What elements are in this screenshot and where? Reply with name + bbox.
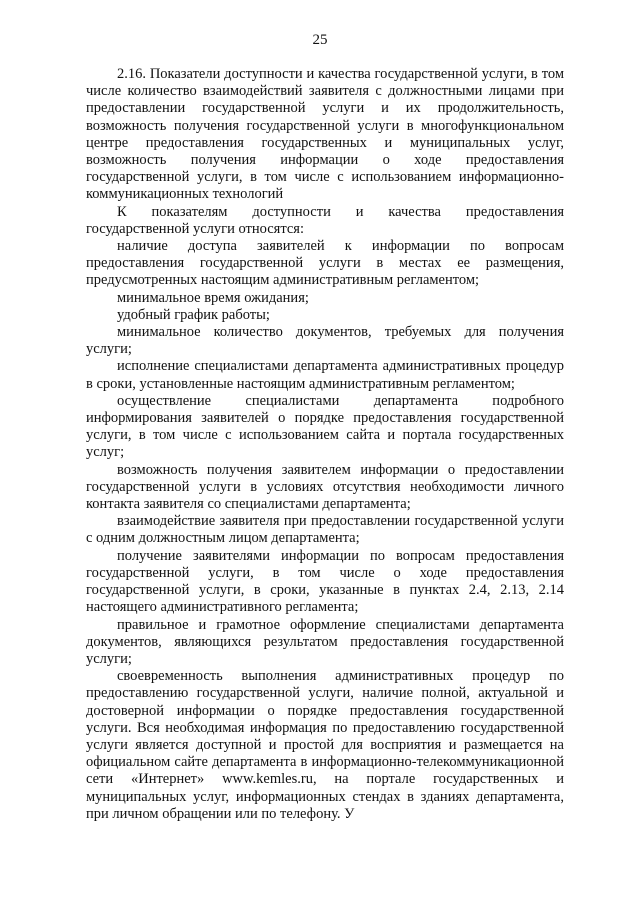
paragraph-remote-information: возможность получения заявителем информации о предоставлении государственной услуги в условиях отсутствия необходимости личного контакта заявителя со специалистами департамента; bbox=[86, 461, 564, 513]
paragraph-indicators-intro: К показателям доступности и качества предоставления государственной услуги относятся: bbox=[86, 203, 564, 237]
paragraph-detailed-informing: осуществление специалистами департамента подробного информирования заявителей о порядке предоставления государственной услуги, в том числе с использованием сайта и портала государственных услуг; bbox=[86, 392, 564, 461]
paragraph-minimal-waiting-time: минимальное время ожидания; bbox=[117, 289, 309, 306]
paragraph-correct-documentation: правильное и грамотное оформление специалистами департамента документов, являющихся результатом предоставления государственной услуги; bbox=[86, 616, 564, 667]
paragraph-minimal-documents: минимальное количество документов, требуемых для получения услуги; bbox=[86, 324, 564, 358]
paragraph-access-to-information: наличие доступа заявителей к информации по вопросам предоставления государственной услуги в местах ее размещения, предусмотренных настоящим административным регламентом; bbox=[86, 238, 564, 289]
paragraph-section-2-16: 2.16. Показатели доступности и качества государственной услуги, в том числе количество взаимодействий заявителя с должностными лицами при предоставлении государственной услуги и их продолжительность, возможность получения государственной услуги в многофункциональном центре предоставления государственных и муниципальных услуг, возможность получения информации о ходе предоставления государственной услуги, в том числе с использованием информационно-коммуникационных технологий bbox=[86, 66, 564, 203]
paragraph-procedure-deadlines: исполнение специалистами департамента административных процедур в сроки, установленные настоящим административным регламентом; bbox=[86, 358, 564, 392]
paragraph-timeliness: своевременность выполнения административных процедур по предоставлению государственной услуги, наличие полной, актуальной и достоверной информации о порядке предоставления государственной услуги. Вся необходимая информация по предоставлению государственной услуги является доступной и простой для восприятия и размещается на официальном сайте департамента в информационно-телекоммуникационной сети «Интернет» www.kemles.ru, на портале государственных и муниципальных услуг, информационных стендах в зданиях департамента, при личном обращении или по телефону. У bbox=[86, 668, 564, 822]
paragraph-status-information: получение заявителями информации по вопросам предоставления государственной услуги, в том числе о ходе предоставления государственной услуги, в сроки, указанные в пунктах 2.4, 2.13, 2.14 настоящего административного регламента; bbox=[86, 547, 564, 616]
page-number: 25 bbox=[312, 32, 328, 48]
document-body bbox=[86, 66, 564, 823]
paragraph-convenient-schedule: удобный график работы; bbox=[117, 306, 270, 323]
paragraph-single-official: взаимодействие заявителя при предоставлении государственной услуги с одним должностным лицом департамента; bbox=[86, 513, 564, 547]
